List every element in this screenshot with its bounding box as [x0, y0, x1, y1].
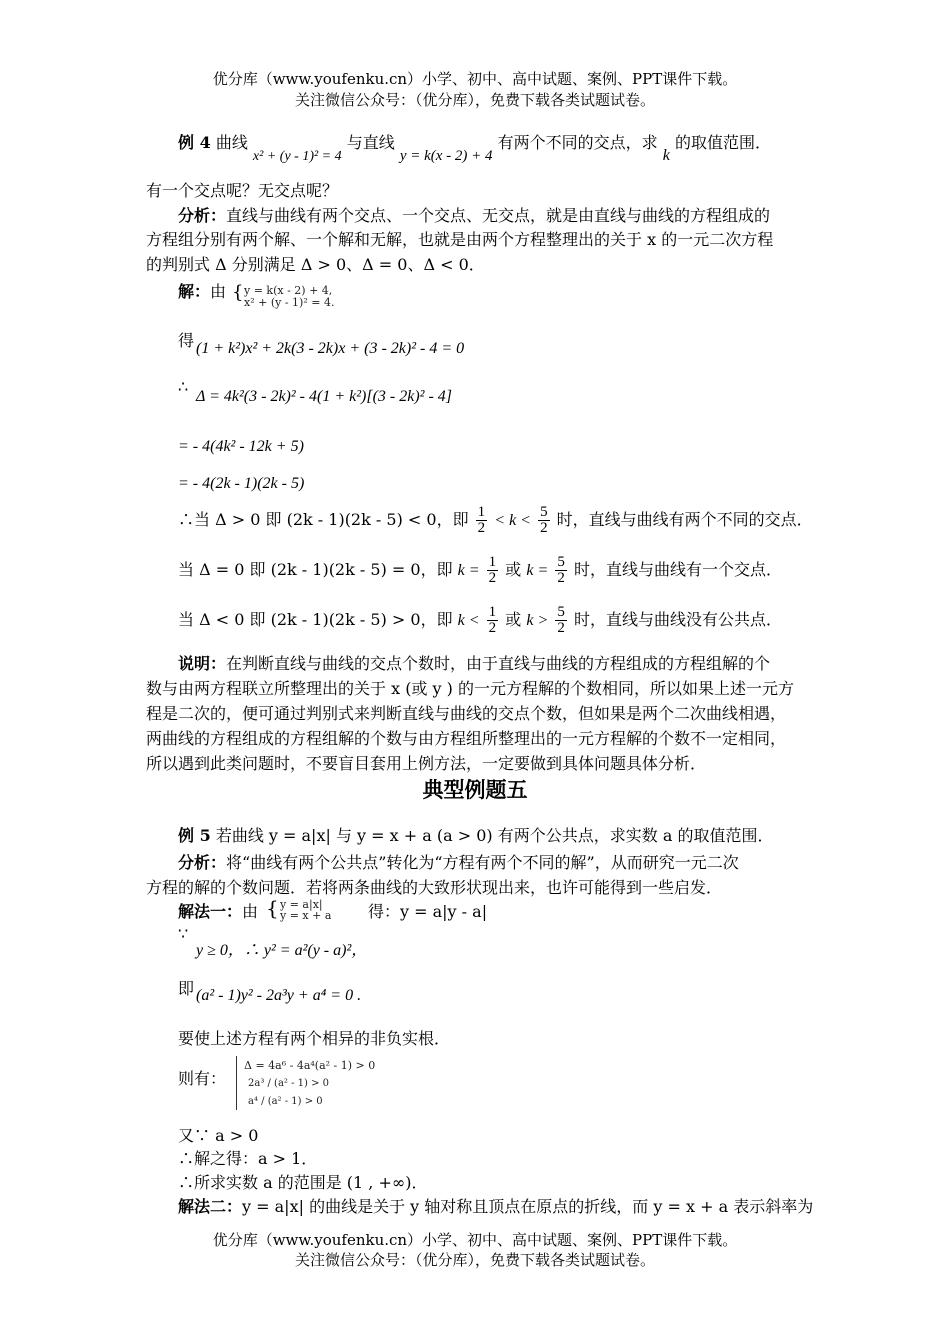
ex4-case-3: [178, 605, 782, 636]
ex4-case-1: [178, 505, 813, 536]
footer-line-1: 优分库（www.youfenku.cn）小学、初中、高中试题、案例、PPT课件下载。: [212, 1231, 738, 1249]
ex4-eq3: = - 4(4k² - 12k + 5): [178, 438, 304, 455]
ex4-note-label: 说明：: [178, 654, 227, 673]
ex4-case3-a: 当 Δ < 0 即 (2k - 1)(2k - 5) > 0，即: [178, 610, 453, 629]
ex5-s2-text: y = a|x| 的曲线是关于 y 轴对称且顶点在原点的折线，而 y = x + a 表示斜率为: [242, 1197, 814, 1216]
ex5-ineq-2: 2a³ / (a² - 1) > 0: [248, 1078, 330, 1089]
ex5-s1-get: 得：y = a|y - a|: [368, 902, 488, 921]
ex4-de: 得: [178, 331, 195, 350]
ex4-analysis-label: 分析：: [178, 206, 227, 225]
ex4-case1-b: 时，直线与曲线有两个不同的交点．: [556, 510, 813, 529]
ex4-case3-k: k <: [457, 612, 480, 629]
ex4-system-eq2: x² + (y - 1)² = 4.: [244, 296, 335, 309]
ex4-case2-or: 或: [505, 560, 522, 579]
ex4-case2-a: 当 Δ = 0 即 (2k - 1)(2k - 5) = 0，即: [178, 560, 453, 579]
ex4-analysis-2: 方程组分别有两个解、一个解和无解，也就是由两个方程整理出的关于 x 的一元二次方程: [146, 230, 774, 249]
ex5-analysis-1: [178, 850, 739, 873]
ex4-therefore: ∴: [178, 377, 189, 396]
ex5-cond: y ≥ 0，∴ y² = a²(y - a)²，: [196, 942, 368, 959]
ex4-line-eq: y = k(x - 2) + 4: [399, 148, 493, 164]
frac-half: $\frac{1}{2}$: [477, 504, 486, 536]
ex4-note-text-1: 在判断直线与曲线的交点个数时，由于直线与曲线的方程组成的方程组解的个: [226, 654, 771, 673]
frac-half-3: $\frac{1}{2}$: [488, 604, 497, 636]
ex4-eq4: = - 4(2k - 1)(2k - 5): [178, 475, 305, 492]
ex5-range: ∴所求实数 a 的范围是 (1 , +∞)．: [178, 1173, 428, 1192]
ex4-case2-b: 时，直线与曲线有一个交点．: [573, 560, 782, 579]
header-line-1: 优分库（www.youfenku.cn）小学、初中、高中试题、案例、PPT课件下载。: [212, 70, 738, 88]
ex4-case-2: [178, 555, 782, 586]
ex4-question: [178, 130, 771, 164]
ex5-s1-label: 解法一：: [178, 902, 243, 921]
ex5-s1-by: 由: [242, 902, 259, 921]
ex5-system-eq2: y = x + a: [280, 909, 332, 922]
ex4-solution-intro: [178, 279, 226, 302]
ex4-q-b: 与直线: [346, 133, 395, 152]
ex4-analysis-3: 的判别式 Δ 分别满足 Δ > 0、Δ = 0、Δ < 0．: [146, 255, 485, 274]
ex4-analysis-1: [178, 203, 770, 226]
ex5-system-brace: {: [266, 896, 279, 920]
ex5-ineq-3: a⁴ / (a² - 1) > 0: [248, 1096, 323, 1107]
ex5-q-text: 若曲线 y = a|x| 与 y = x + a (a > 0) 有两个公共点，求实数 a 的取值范围．: [215, 826, 774, 845]
ex4-system-eq1: y = k(x - 2) + 4,: [244, 284, 333, 297]
ex4-sol-by: 由: [210, 282, 227, 301]
ex4-q-a: 曲线: [215, 133, 248, 152]
ex4-question-line2: 有一个交点呢？无交点呢？: [146, 181, 339, 200]
ex4-case1-a: ∴当 Δ > 0 即 (2k - 1)(2k - 5) < 0，即: [178, 510, 469, 529]
ex4-case2-k2: k =: [526, 562, 549, 579]
ex4-case2-k: k =: [457, 562, 480, 579]
ex5-solve: ∴解之得：a > 1．: [178, 1149, 318, 1168]
ex4-eq1: (1 + k²)x² + 2k(3 - 2k)x + (3 - 2k)² - 4 = 0: [196, 340, 465, 357]
frac-five-half-3: $\frac{5}{2}$: [557, 604, 565, 636]
ex5-s2-label: 解法二：: [178, 1197, 243, 1216]
ex4-eq2: Δ = 4k²(3 - 2k)² - 4(1 + k²)[(3 - 2k)² - 4]: [196, 388, 453, 405]
ex5-analysis-text-1: 将“曲线有两个公共点”转化为“方程有两个不同的解”，从而研究一元二次: [226, 853, 739, 872]
ex4-q-d: 的取值范围．: [674, 133, 771, 152]
ex5-ineq-brace: [236, 1056, 239, 1110]
ex4-case1-k: < k <: [494, 512, 531, 529]
ex4-note-5: 所以遇到此类问题时，不要盲目套用上例方法，一定要做到具体问题具体分析．: [146, 754, 707, 773]
frac-half-2: $\frac{1}{2}$: [488, 554, 497, 586]
ex5-ji: 即: [178, 979, 195, 998]
ex4-case3-b: 时，直线与曲线没有公共点．: [573, 610, 782, 629]
header-line-2: 关注微信公众号：（优分库），免费下载各类试题试卷。: [294, 91, 655, 109]
ex5-eq1: (a² - 1)y² - 2a³y + a⁴ = 0 .: [196, 987, 362, 1004]
ex5-then: 则有：: [178, 1069, 227, 1088]
ex5-analysis-label: 分析：: [178, 853, 227, 872]
footer-line-2: 关注微信公众号：（优分库），免费下载各类试题试卷。: [294, 1251, 655, 1269]
section-title: 典型例题五: [422, 777, 528, 802]
ex5-need: 要使上述方程有两个相异的非负实根．: [178, 1029, 451, 1048]
ex4-note-2: 数与由两方程联立所整理出的关于 x (或 y ) 的一元方程解的个数相同，所以如果上述一元方: [146, 679, 794, 698]
ex5-solution-1: [178, 899, 258, 922]
frac-five-half: $\frac{5}{2}$: [540, 504, 548, 536]
ex4-q-c: 有两个不同的交点，求: [497, 133, 658, 152]
ex5-because: ∵: [178, 924, 189, 943]
ex5-question: [178, 823, 773, 846]
ex5-also: 又∵ a > 0: [178, 1126, 259, 1145]
ex5-solution-2: [178, 1194, 813, 1217]
ex4-note-3: 程是二次的，便可通过判别式来判断直线与曲线的交点个数，但如果是两个二次曲线相遇，: [146, 704, 787, 723]
ex4-analysis-text-1: 直线与曲线有两个交点、一个交点、无交点，就是由直线与曲线的方程组成的: [226, 206, 771, 225]
ex4-k: k: [662, 147, 670, 164]
ex5-ineq-1: Δ = 4a⁶ - 4a⁴(a² - 1) > 0: [244, 1059, 376, 1072]
frac-five-half-2: $\frac{5}{2}$: [557, 554, 565, 586]
ex4-note-1: [178, 651, 770, 674]
ex5-analysis-2: 方程的解的个数问题．若将两条曲线的大致形状现出来，也许可能得到一些启发．: [146, 878, 723, 897]
ex4-system-brace: {: [232, 282, 244, 303]
ex4-case3-or: 或: [505, 610, 522, 629]
ex5-system-eq1: y = a|x|: [280, 898, 323, 911]
ex5-label: 例 5: [178, 826, 211, 845]
ex4-note-4: 两曲线的方程组成的方程组解的个数与由方程组所整理出的一元方程解的个数不一定相同，: [146, 729, 787, 748]
ex4-sol-label: 解：: [178, 282, 211, 301]
ex4-label: 例 4: [178, 133, 211, 152]
ex4-case3-k2: k >: [526, 612, 549, 629]
ex4-curve-eq: x² + (y - 1)² = 4: [252, 149, 342, 164]
